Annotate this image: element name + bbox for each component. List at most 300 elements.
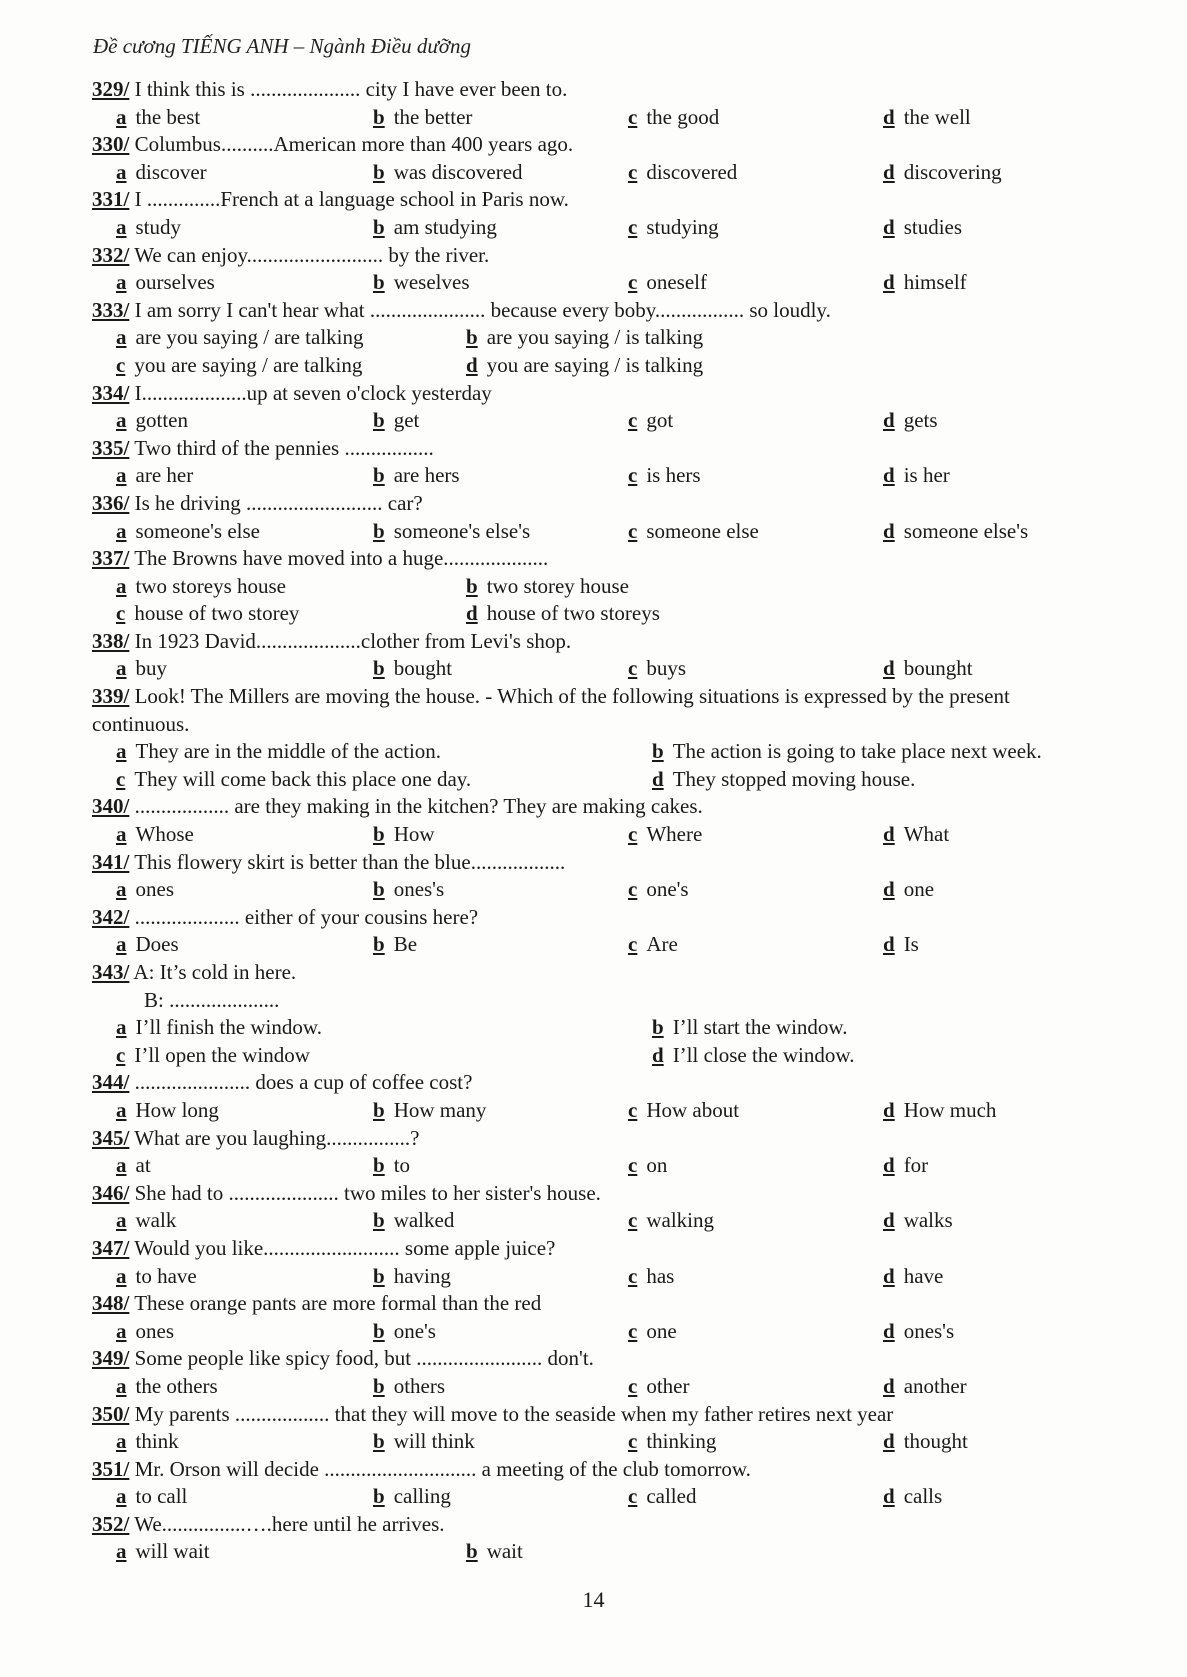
options-row <box>92 407 1102 435</box>
option-letter: b <box>373 1484 385 1509</box>
answer-option[interactable] <box>116 766 471 794</box>
option-text: ones <box>135 1318 174 1343</box>
answer-option[interactable] <box>652 738 1042 766</box>
answer-option[interactable] <box>628 104 719 132</box>
option-letter: a <box>116 104 127 129</box>
option-text: Does <box>135 932 179 957</box>
question-number: 343/ <box>92 960 130 984</box>
question-text <box>92 1125 1102 1153</box>
answer-option[interactable] <box>628 931 678 959</box>
option-letter: a <box>116 463 127 488</box>
question-stem: What are you laughing................? <box>129 1125 420 1150</box>
option-text: How many <box>393 1097 487 1122</box>
option-text: one's <box>393 1318 436 1343</box>
option-letter: a <box>116 656 127 681</box>
options-row <box>92 462 1102 490</box>
options-row <box>92 352 1102 380</box>
option-letter: c <box>628 1263 638 1288</box>
options-row <box>92 324 1102 352</box>
option-letter: b <box>373 932 385 957</box>
option-letter: c <box>116 352 126 377</box>
option-text: I’ll start the window. <box>672 1015 848 1040</box>
answer-option[interactable] <box>373 876 444 904</box>
option-text: have <box>903 1263 944 1288</box>
answer-option[interactable] <box>373 269 470 297</box>
answer-option[interactable] <box>466 352 703 380</box>
option-letter: c <box>628 463 638 488</box>
option-letter: b <box>373 214 385 239</box>
option-letter: a <box>116 822 127 847</box>
answer-option[interactable] <box>373 1207 454 1235</box>
answer-option[interactable] <box>116 462 193 490</box>
option-text: himself <box>903 270 967 295</box>
answer-option[interactable] <box>116 600 299 628</box>
question-block <box>92 1290 1102 1345</box>
answer-option[interactable] <box>116 104 200 132</box>
options-row <box>92 573 1102 601</box>
answer-option[interactable] <box>116 214 181 242</box>
option-letter: b <box>373 1429 385 1454</box>
answer-option[interactable] <box>883 1483 942 1511</box>
option-text: ourselves <box>135 270 215 295</box>
options-row <box>92 876 1102 904</box>
answer-option[interactable] <box>373 214 497 242</box>
question-text <box>92 131 1102 159</box>
option-text: studying <box>646 214 719 239</box>
options-row <box>92 1152 1102 1180</box>
option-letter: c <box>628 1318 638 1343</box>
answer-option[interactable] <box>628 518 759 546</box>
answer-option[interactable] <box>116 821 194 849</box>
answer-option[interactable] <box>628 1428 716 1456</box>
option-letter: d <box>883 104 895 129</box>
question-number: 340/ <box>92 794 130 819</box>
question-stem: She had to ..................... two miles to her sister's house. <box>129 1180 601 1205</box>
answer-option[interactable] <box>883 1207 953 1235</box>
option-text: are her <box>135 463 194 488</box>
answer-option[interactable] <box>628 462 701 490</box>
option-letter: b <box>373 518 385 543</box>
options-row <box>92 738 1102 766</box>
option-letter: b <box>373 408 385 433</box>
option-text: oneself <box>646 270 707 295</box>
question-number: 341/ <box>92 849 130 874</box>
question-text <box>92 76 1102 104</box>
option-text: I’ll close the window. <box>672 1042 855 1067</box>
option-text: walks <box>903 1208 953 1233</box>
option-text: discover <box>135 159 207 184</box>
option-letter: c <box>628 877 638 902</box>
option-text: bought <box>393 656 453 681</box>
answer-option[interactable] <box>883 1263 943 1291</box>
answer-option[interactable] <box>116 1538 210 1566</box>
answer-option[interactable] <box>116 324 364 352</box>
answer-option[interactable] <box>466 600 660 628</box>
question-number: 336/ <box>92 490 130 515</box>
option-text: studies <box>903 214 963 239</box>
option-text: thought <box>903 1429 968 1454</box>
answer-option[interactable] <box>883 1152 928 1180</box>
answer-option[interactable] <box>116 1318 174 1346</box>
answer-option[interactable] <box>373 821 435 849</box>
answer-option[interactable] <box>116 1428 179 1456</box>
question-stem: Two third of the pennies ................. <box>129 435 434 460</box>
option-text: I’ll finish the window. <box>135 1015 322 1040</box>
option-letter: a <box>116 1263 127 1288</box>
answer-option[interactable] <box>116 407 188 435</box>
option-text: two storeys house <box>135 573 286 598</box>
answer-option[interactable] <box>373 518 530 546</box>
option-text: another <box>903 1373 967 1398</box>
option-text: The action is going to take place next week. <box>672 739 1042 764</box>
option-letter: b <box>373 104 385 129</box>
question-block <box>92 545 1102 628</box>
option-text: are you saying / are talking <box>135 325 364 350</box>
options-row <box>92 159 1102 187</box>
answer-option[interactable] <box>628 1152 667 1180</box>
option-letter: d <box>883 159 895 184</box>
question-text <box>92 793 1102 821</box>
answer-option[interactable] <box>116 1263 197 1291</box>
option-letter: a <box>116 1208 127 1233</box>
answer-option[interactable] <box>116 1483 187 1511</box>
answer-option[interactable] <box>373 104 472 132</box>
option-letter: d <box>883 1263 895 1288</box>
answer-option[interactable] <box>116 931 179 959</box>
option-text: How long <box>135 1097 219 1122</box>
option-text: walked <box>393 1208 455 1233</box>
options-row <box>92 931 1102 959</box>
question-text <box>92 849 1102 877</box>
option-letter: a <box>116 1153 127 1178</box>
answer-option[interactable] <box>116 573 286 601</box>
answer-option[interactable] <box>652 1014 847 1042</box>
option-letter: a <box>116 1484 127 1509</box>
answer-option[interactable] <box>116 1373 218 1401</box>
options-row <box>92 1097 1102 1125</box>
option-text: called <box>646 1484 697 1509</box>
option-letter: a <box>116 877 127 902</box>
option-letter: b <box>373 270 385 295</box>
option-text: someone's else's <box>393 518 531 543</box>
page-number: 14 <box>582 1587 605 1612</box>
question-stem: Mr. Orson will decide ............................. a meeting of the club tomorrow. <box>129 1456 751 1481</box>
option-letter: c <box>628 1429 638 1454</box>
option-text: ones <box>135 877 174 902</box>
option-text: How about <box>646 1097 740 1122</box>
answer-option[interactable] <box>116 876 174 904</box>
question-block <box>92 435 1102 490</box>
answer-option[interactable] <box>883 876 934 904</box>
answer-option[interactable] <box>373 1318 436 1346</box>
option-letter: c <box>628 270 638 295</box>
answer-option[interactable] <box>628 1318 677 1346</box>
question-block <box>92 1456 1102 1511</box>
answer-option[interactable] <box>116 1207 176 1235</box>
option-text: someone's else <box>135 518 261 543</box>
option-letter: b <box>652 1015 664 1040</box>
option-letter: d <box>883 270 895 295</box>
options-row <box>92 1318 1102 1346</box>
options-row <box>92 655 1102 683</box>
question-number: 351/ <box>92 1456 130 1481</box>
option-letter: c <box>628 518 638 543</box>
option-text: They will come back this place one day. <box>134 766 472 791</box>
option-letter: a <box>116 1015 127 1040</box>
question-stem: I think this is ..................... city I have ever been to. <box>129 77 568 101</box>
option-letter: c <box>628 1153 638 1178</box>
answer-option[interactable] <box>373 1097 486 1125</box>
option-letter: c <box>116 766 126 791</box>
option-text: gets <box>903 408 938 433</box>
option-text: for <box>903 1153 929 1178</box>
answer-option[interactable] <box>116 269 215 297</box>
answer-option[interactable] <box>373 1428 475 1456</box>
page-header: Đề cương TIẾNG ANH – Ngành Điều dưỡng <box>93 34 471 58</box>
option-letter: d <box>883 1208 895 1233</box>
answer-option[interactable] <box>628 1263 674 1291</box>
question-stem: In 1923 David....................clother from Levi's shop. <box>129 628 572 653</box>
option-letter: c <box>628 1208 638 1233</box>
options-row <box>92 518 1102 546</box>
option-letter: a <box>116 270 127 295</box>
option-letter: b <box>373 1263 385 1288</box>
option-text: calling <box>393 1484 451 1509</box>
question-number: 345/ <box>92 1125 130 1150</box>
question-text <box>92 628 1102 656</box>
option-text: What <box>903 822 950 847</box>
question-stem: Is he driving .......................... car? <box>129 490 423 515</box>
option-text: am studying <box>393 214 497 239</box>
question-number: 348/ <box>92 1291 130 1316</box>
question-number: 332/ <box>92 242 130 267</box>
answer-option[interactable] <box>116 1014 322 1042</box>
option-letter: d <box>883 214 895 239</box>
options-row <box>92 1538 1102 1566</box>
option-letter: d <box>883 1318 895 1343</box>
answer-option[interactable] <box>466 324 703 352</box>
answer-option[interactable] <box>883 1318 954 1346</box>
option-letter: b <box>373 1373 385 1398</box>
option-letter: a <box>116 1539 127 1564</box>
answer-option[interactable] <box>628 159 737 187</box>
answer-option[interactable] <box>883 655 973 683</box>
answer-option[interactable] <box>628 214 719 242</box>
options-row <box>92 821 1102 849</box>
option-letter: b <box>373 463 385 488</box>
option-text: wait <box>486 1539 523 1564</box>
question-stem: My parents .................. that they will move to the seaside when my father retires next year <box>129 1401 894 1426</box>
option-letter: a <box>116 408 127 433</box>
answer-option[interactable] <box>628 655 686 683</box>
answer-option[interactable] <box>628 1097 739 1125</box>
options-row <box>92 766 1102 794</box>
answer-option[interactable] <box>466 573 629 601</box>
answer-option[interactable] <box>883 1373 967 1401</box>
answer-option[interactable] <box>628 1483 696 1511</box>
option-letter: c <box>628 822 638 847</box>
option-letter: d <box>466 352 478 377</box>
option-letter: c <box>628 932 638 957</box>
answer-option[interactable] <box>466 1538 523 1566</box>
answer-option[interactable] <box>628 269 707 297</box>
option-letter: c <box>628 159 638 184</box>
question-stem: We................….here until he arrives. <box>129 1511 445 1536</box>
option-letter: a <box>116 159 127 184</box>
question-number: 350/ <box>92 1401 130 1426</box>
option-letter: a <box>116 1318 127 1343</box>
option-letter: a <box>116 573 127 598</box>
option-text: study <box>135 214 182 239</box>
option-letter: a <box>116 932 127 957</box>
option-letter: b <box>373 1097 385 1122</box>
answer-option[interactable] <box>116 352 362 380</box>
option-text: walk <box>135 1208 177 1233</box>
question-text <box>92 959 1102 987</box>
answer-option[interactable] <box>628 821 702 849</box>
answer-option[interactable] <box>373 931 417 959</box>
answer-option[interactable] <box>116 1152 151 1180</box>
answer-option[interactable] <box>628 876 689 904</box>
option-letter: d <box>883 1429 895 1454</box>
answer-option[interactable] <box>373 1263 451 1291</box>
option-text: discovering <box>903 159 1002 184</box>
option-letter: d <box>883 932 895 957</box>
answer-option[interactable] <box>883 821 949 849</box>
option-letter: d <box>652 1042 664 1067</box>
answer-option[interactable] <box>373 1483 451 1511</box>
question-stem: This flowery skirt is better than the blue.................. <box>129 849 566 874</box>
option-letter: c <box>116 1042 126 1067</box>
option-letter: b <box>373 1153 385 1178</box>
answer-option[interactable] <box>883 104 971 132</box>
question-stem: I....................up at seven o'clock yesterday <box>129 380 492 405</box>
answer-option[interactable] <box>373 159 523 187</box>
answer-option[interactable] <box>628 1373 689 1401</box>
question-block <box>92 1069 1102 1124</box>
option-text: Be <box>393 932 418 957</box>
question-text <box>92 1345 1102 1373</box>
answer-option[interactable] <box>373 1152 410 1180</box>
question-dialogue-line: B: ..................... <box>144 987 280 1012</box>
option-text: the best <box>135 104 201 129</box>
answer-option[interactable] <box>373 462 460 490</box>
answer-option[interactable] <box>373 407 419 435</box>
question-text <box>92 1511 1102 1539</box>
option-text: ones's <box>393 877 445 902</box>
option-text: got <box>646 408 674 433</box>
option-text: the good <box>646 104 720 129</box>
answer-option[interactable] <box>373 1373 445 1401</box>
question-text <box>92 904 1102 932</box>
answer-option[interactable] <box>883 518 1028 546</box>
option-text: the well <box>903 104 971 129</box>
options-row <box>92 1014 1102 1042</box>
option-letter: c <box>628 1097 638 1122</box>
answer-option[interactable] <box>116 518 260 546</box>
question-text <box>92 380 1102 408</box>
option-letter: b <box>373 1208 385 1233</box>
option-letter: a <box>116 739 127 764</box>
question-stem: I am sorry I can't hear what ...................... because every boby................. so loudly. <box>129 297 831 322</box>
answer-option[interactable] <box>652 766 915 794</box>
option-text: They stopped moving house. <box>672 766 916 791</box>
question-text <box>92 1180 1102 1208</box>
option-letter: c <box>116 601 126 626</box>
question-text <box>92 242 1102 270</box>
option-text: thinking <box>646 1429 717 1454</box>
option-text: other <box>646 1373 690 1398</box>
option-text: has <box>646 1263 675 1288</box>
option-letter: a <box>116 518 127 543</box>
question-stem: I ..............French at a language school in Paris now. <box>129 187 569 212</box>
question-stem: ...................... does a cup of coffee cost? <box>129 1070 473 1095</box>
question-text <box>92 1069 1102 1097</box>
question-block <box>92 297 1102 380</box>
options-row <box>92 214 1102 242</box>
options-row <box>92 1263 1102 1291</box>
option-text: will think <box>393 1429 475 1454</box>
option-text: How <box>393 822 435 847</box>
option-text: the better <box>393 104 473 129</box>
answer-option[interactable] <box>883 159 1002 187</box>
option-text: walking <box>646 1208 714 1233</box>
option-letter: d <box>883 1373 895 1398</box>
answer-option[interactable] <box>116 738 441 766</box>
option-text: one's <box>646 877 689 902</box>
question-text <box>92 435 1102 463</box>
option-text: on <box>646 1153 668 1178</box>
answer-option[interactable] <box>883 1428 968 1456</box>
answer-option[interactable] <box>116 1042 310 1070</box>
answer-option[interactable] <box>883 931 919 959</box>
options-row <box>92 104 1102 132</box>
answer-option[interactable] <box>883 269 967 297</box>
option-letter: a <box>116 1097 127 1122</box>
option-letter: a <box>116 1373 127 1398</box>
options-row <box>92 1207 1102 1235</box>
option-text: to call <box>135 1484 188 1509</box>
question-number: 330/ <box>92 132 130 157</box>
answer-option[interactable] <box>116 159 207 187</box>
option-letter: d <box>883 408 895 433</box>
answer-option[interactable] <box>628 407 673 435</box>
option-text: someone else <box>646 518 759 543</box>
option-text: to <box>393 1153 411 1178</box>
option-letter: d <box>883 822 895 847</box>
question-block <box>92 1180 1102 1235</box>
answer-option[interactable] <box>116 655 167 683</box>
answer-option[interactable] <box>883 407 938 435</box>
answer-option[interactable] <box>883 214 962 242</box>
option-text: house of two storey <box>134 601 300 626</box>
option-letter: b <box>373 1318 385 1343</box>
answer-option[interactable] <box>373 655 452 683</box>
answer-option[interactable] <box>628 1207 714 1235</box>
option-text: having <box>393 1263 451 1288</box>
option-text: How much <box>903 1097 997 1122</box>
option-letter: c <box>628 408 638 433</box>
options-row <box>92 1042 1102 1070</box>
answer-option[interactable] <box>116 1097 219 1125</box>
answer-option[interactable] <box>652 1042 854 1070</box>
question-block <box>92 490 1102 545</box>
answer-option[interactable] <box>883 462 950 490</box>
answer-option[interactable] <box>883 1097 996 1125</box>
question-number: 337/ <box>92 546 130 571</box>
question-number: 331/ <box>92 187 130 212</box>
question-number: 333/ <box>92 297 130 322</box>
